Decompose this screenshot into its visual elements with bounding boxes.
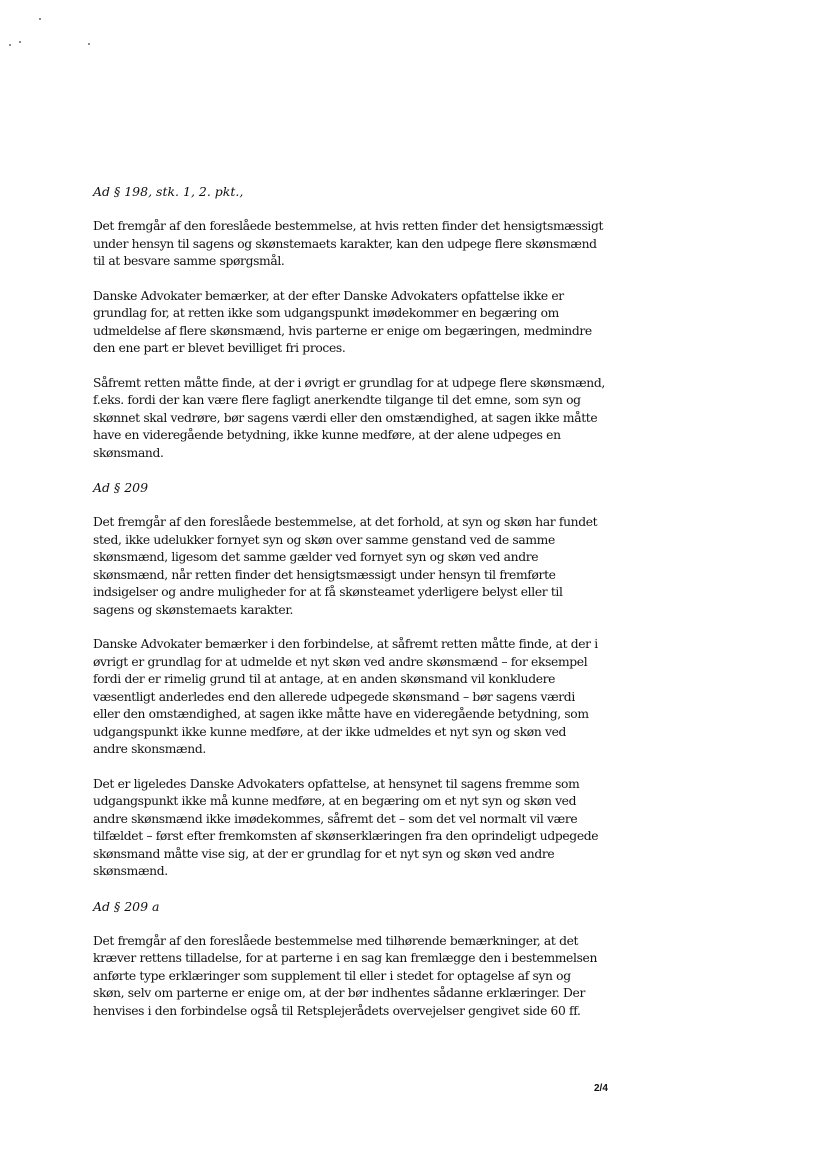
paragraph: Det fremgår af den foreslåede bestemmelse, at det forhold, at syn og skøn har fundet sted, ikke udelukker fornyet syn og skøn over samme genstand ved de samme skønsmænd, ligesom det samme gælder ved fornyet syn og skøn ved andre skønsmænd, når retten finder det hensigtsmæssigt under hensyn til fremførte indsigelser og andre muligheder for at få skønsteamet yderligere belyst eller til sagens og skønstemaets karakter. xyxy=(93,515,598,617)
paragraph: Danske Advokater bemærker i den forbindelse, at såfremt retten måtte finde, at der i øvrigt er grundlag for at udmelde et nyt skøn ved andre skønsmænd – for eksempel fordi der er rimelig grund til at antage, at en anden skønsmand vil konkludere væsentligt anderledes end den allerede udpegede skønsmand – bør sagens værdi eller den omstændighed, at sagen ikke måtte have en videregående betydning, som udgangspunkt ikke kunne medføre, at der ikke udmeldes et nyt syn og skøn ved andre skonsmænd. xyxy=(93,637,598,756)
paragraph: Det fremgår af den foreslåede bestemmelse, at hvis retten finder det hensigtsmæssigt under hensyn til sagens og skønstemaets karakter, kan den udpege flere skønsmænd til at besvare samme spørgsmål. xyxy=(93,219,604,268)
paragraph: Såfremt retten måtte finde, at der i øvrigt er grundlag for at udpege flere skønsmænd, f.eks. fordi der kan være flere fagligt anerkendte tilgange til det emne, som syn og skønnet skal vedrøre, bør sagens værdi eller den omstændighed, at sagen ikke måtte have en videregående betydning, ikke kunne medføre, at der alene udpeges en skønsmand. xyxy=(93,375,605,460)
section-heading: Ad § 198, stk. 1, 2. pkt., xyxy=(93,184,244,199)
document-body xyxy=(93,183,613,1037)
paragraph: Danske Advokater bemærker, at der efter Danske Advokaters opfattelse ikke er grundlag for, at retten ikke som udgangspunkt imødekommer en begæring om udmeldelse af flere skønsmænd, hvis parterne er enige om begæringen, medmindre den ene part er blevet bevilliget fri proces. xyxy=(93,288,592,355)
section-209a xyxy=(93,898,613,1021)
section-209 xyxy=(93,479,613,881)
section-heading: Ad § 209 xyxy=(93,480,149,495)
page-number: 2/4 xyxy=(594,1083,608,1094)
scan-speck xyxy=(9,44,11,46)
scan-speck xyxy=(88,43,90,45)
scan-speck xyxy=(39,18,41,20)
section-heading: Ad § 209 a xyxy=(93,898,160,914)
paragraph: Det fremgår af den foreslåede bestemmelse med tilhørende bemærkninger, at det kræver rettens tilladelse, for at parterne i en sag kan fremlægge den i bestemmelsen anførte type erklæringer som supplement til eller i stedet for optagelse af syn og skøn, selv om parterne er enige om, at der bør indhentes sådanne erklæringer. Der henvises i den forbindelse også til Retsplejerådets overvejelser gengivet side 60 ff. xyxy=(93,933,598,1018)
paragraph: Det er ligeledes Danske Advokaters opfattelse, at hensynet til sagens fremme som udgangspunkt ikke må kunne medføre, at en begæring om et nyt syn og skøn ved andre skønsmænd ikke imødekommes, såfremt det – som det vel normalt vil være tilfældet – først efter fremkomsten af skønserklæringen fra den oprindeligt udpegede skønsmand måtte vise sig, at der er grundlag for et nyt syn og skøn ved andre skønsmænd. xyxy=(93,776,599,878)
scan-speck xyxy=(19,41,21,43)
section-198 xyxy=(93,183,613,462)
